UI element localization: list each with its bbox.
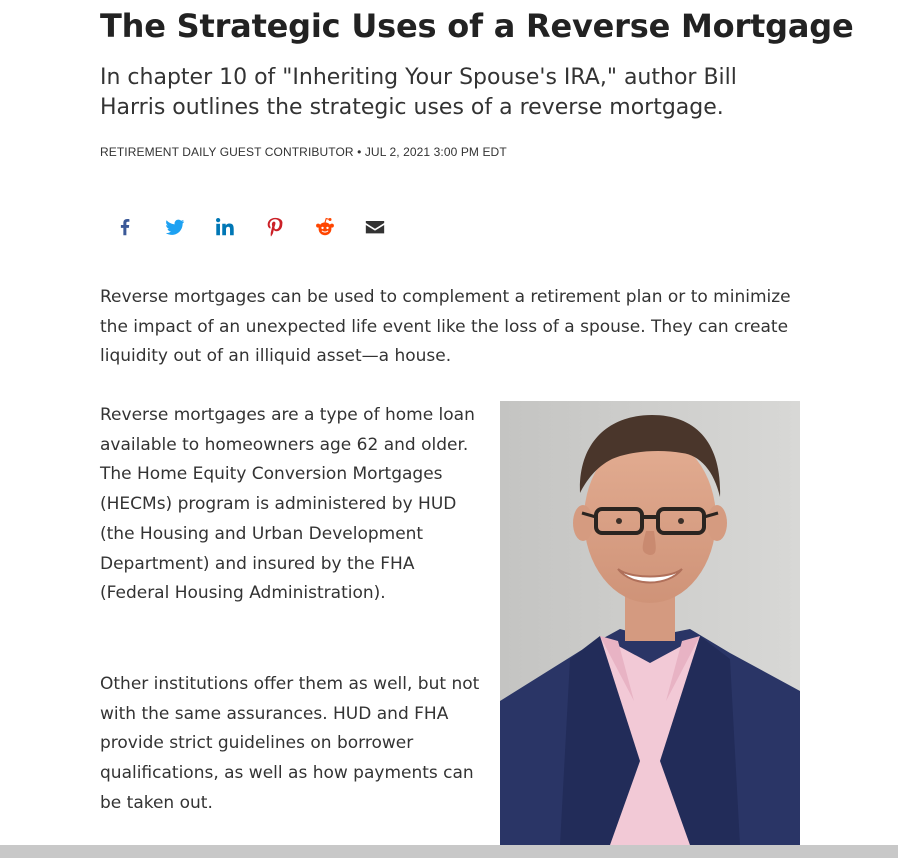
article-header <box>100 0 854 160</box>
article-paragraph: Reverse mortgages can be used to complement a retirement plan or to minimize the impact of an unexpected life event like the loss of a spouse. They can create liquidity out of an illiquid asset—a house. <box>100 287 791 367</box>
share-twitter-button[interactable] <box>164 214 214 240</box>
article-paragraph: Reverse mortgages are a type of home loan available to homeowners age 62 and older. The Home Equity Conversion Mortgages (HECMs) program is administered by HUD (the Housing and Urban Development Department) and insured by the FHA (Federal Housing Administration). <box>100 405 475 604</box>
share-email-button[interactable] <box>364 214 414 240</box>
linkedin-icon <box>214 216 236 238</box>
author-headshot-illustration <box>500 401 800 845</box>
pinterest-icon <box>264 216 286 238</box>
share-reddit-button[interactable] <box>314 214 364 240</box>
twitter-icon <box>164 216 186 238</box>
reddit-icon <box>314 216 336 238</box>
article-byline: RETIREMENT DAILY GUEST CONTRIBUTOR • JUL 2, 2021 3:00 PM EDT <box>100 145 507 159</box>
article-title: The Strategic Uses of a Reverse Mortgage <box>100 7 854 45</box>
share-pinterest-button[interactable] <box>264 214 314 240</box>
article-dek: In chapter 10 of "Inheriting Your Spouse's IRA," author Bill Harris outlines the strategic uses of a reverse mortgage. <box>100 65 737 120</box>
article-paragraph: Other institutions offer them as well, but not with the same assurances. HUD and FHA provide strict guidelines on borrower qualifications, as well as how payments can be taken out. <box>100 674 480 813</box>
facebook-icon <box>114 216 136 238</box>
author-photo <box>500 401 800 845</box>
share-bar <box>114 214 414 240</box>
email-icon <box>364 216 386 238</box>
share-linkedin-button[interactable] <box>214 214 264 240</box>
share-facebook-button[interactable] <box>114 214 164 240</box>
bottom-scroll-bar <box>0 845 898 858</box>
